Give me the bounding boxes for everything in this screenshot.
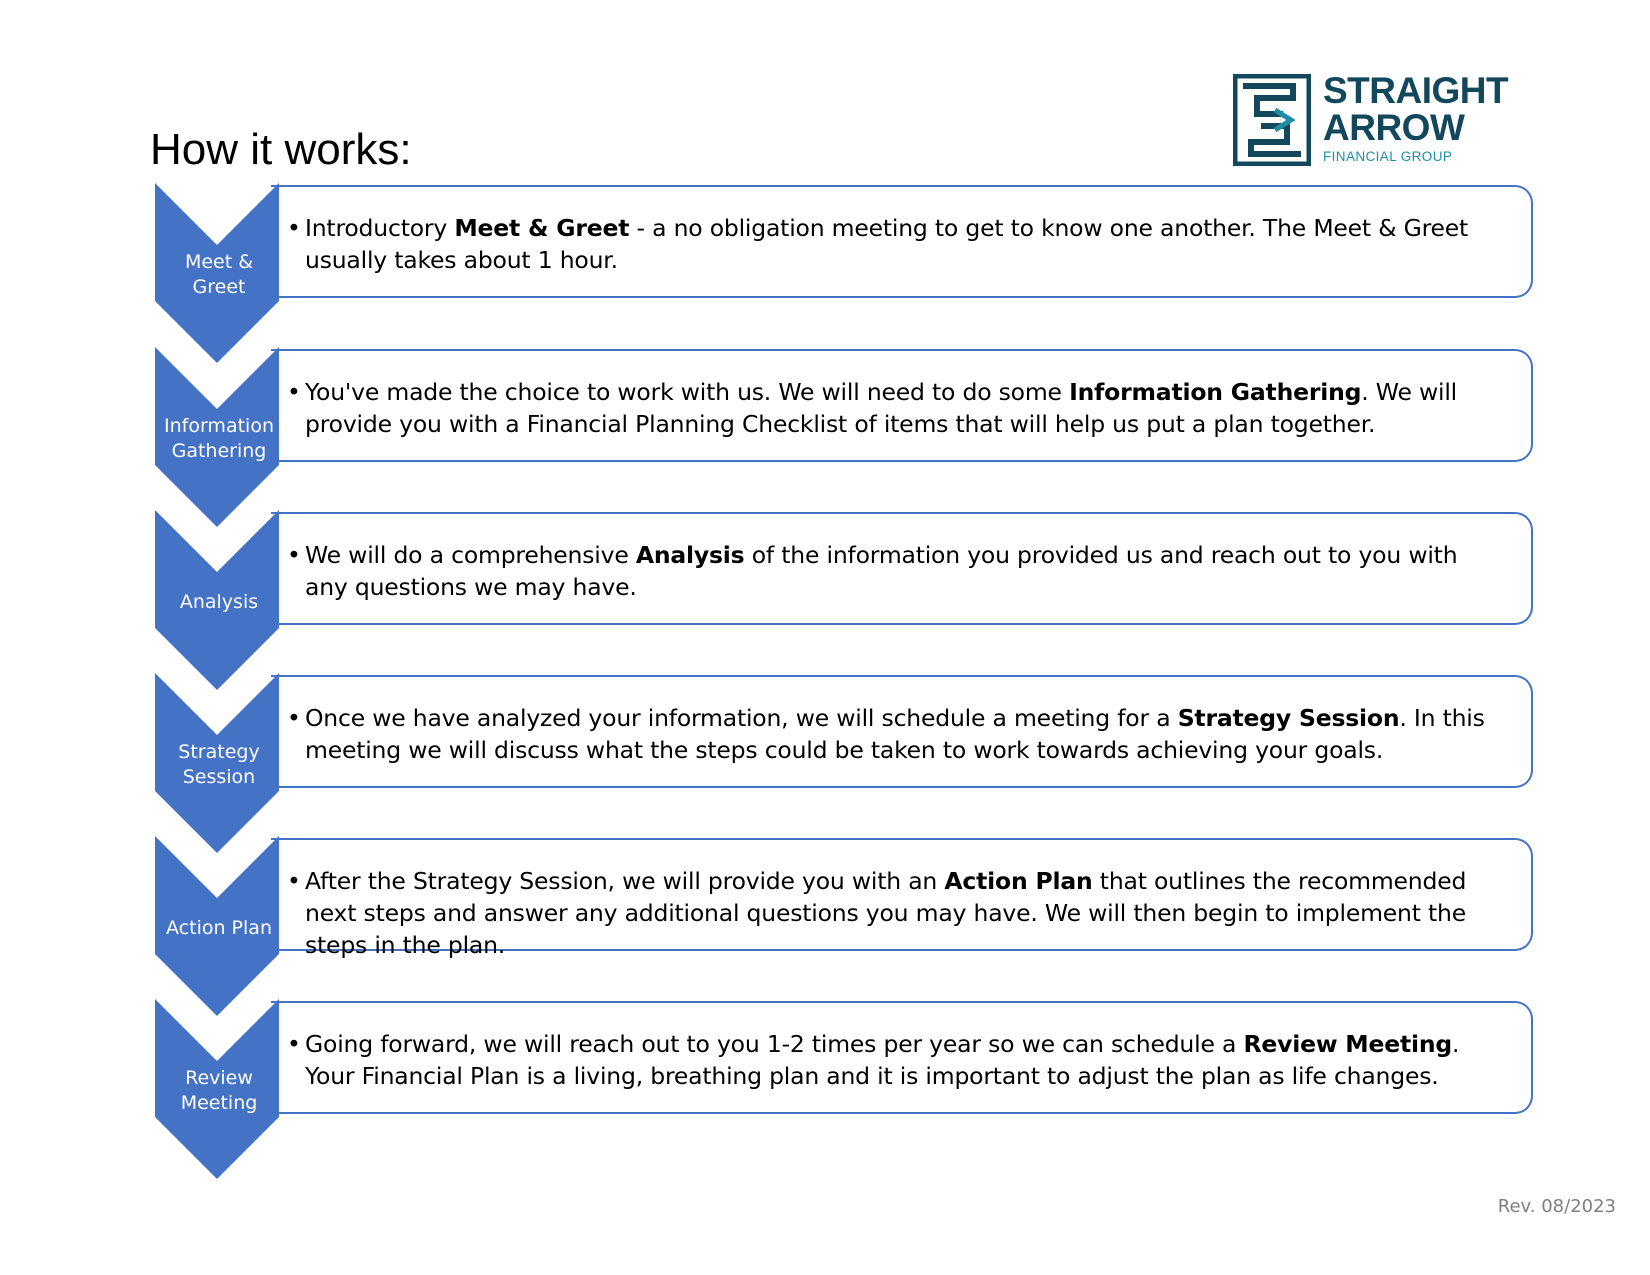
step-text-after: . Your Financial Plan is a living, breathing plan and it is important to adjust the plan as life changes.	[305, 1030, 1460, 1090]
step-meet-greet	[155, 183, 1535, 363]
bullet-icon: •	[287, 867, 301, 895]
step-label-line: Information	[164, 415, 274, 437]
step-label-line: Meet &	[184, 251, 254, 273]
step-description	[287, 702, 1507, 766]
step-strategy-session	[155, 673, 1535, 853]
step-label	[155, 407, 283, 471]
step-chevron	[155, 347, 283, 527]
step-text-before: Once we have analyzed your information, we will schedule a meeting for a	[305, 704, 1178, 732]
step-text-after: . In this meeting we will discuss what the steps could be taken to work towards achieving your goals.	[305, 704, 1485, 764]
step-label	[155, 243, 283, 307]
logo-line-2: ARROW	[1323, 107, 1465, 148]
logo-line-3: FINANCIAL GROUP	[1323, 149, 1453, 164]
step-label-line: Review	[185, 1067, 253, 1089]
bullet-icon: •	[287, 214, 301, 242]
step-keyword: Action Plan	[944, 867, 1093, 895]
step-chevron	[155, 836, 283, 1016]
step-chevron	[155, 183, 283, 363]
step-description-box	[271, 185, 1533, 298]
step-label	[155, 570, 283, 634]
step-analysis	[155, 510, 1535, 690]
step-text-before: Going forward, we will reach out to you 1-2 times per year so we can schedule a	[305, 1030, 1244, 1058]
step-label-line: Greet	[192, 276, 246, 298]
step-chevron	[155, 673, 283, 853]
step-description	[287, 376, 1507, 440]
step-description-box	[271, 675, 1533, 788]
step-label-line: Gathering	[171, 440, 267, 462]
step-label	[155, 733, 283, 797]
step-label-line: Action Plan	[166, 916, 272, 939]
step-description-box	[271, 349, 1533, 462]
step-text-before: Introductory	[305, 214, 455, 242]
step-label-line: Analysis	[179, 590, 259, 613]
step-description-box	[271, 512, 1533, 625]
bullet-icon: •	[287, 378, 301, 406]
step-description	[287, 539, 1507, 603]
step-description-box	[271, 1001, 1533, 1114]
step-label	[155, 896, 283, 960]
revision-date: Rev. 08/2023	[1497, 1196, 1616, 1217]
step-keyword: Review Meeting	[1243, 1030, 1453, 1058]
step-chevron	[155, 510, 283, 690]
step-keyword: Analysis	[635, 541, 745, 569]
bullet-icon: •	[287, 704, 301, 732]
step-description	[287, 865, 1507, 961]
step-label-line: Meeting	[180, 1092, 258, 1114]
step-keyword: Information Gathering	[1069, 378, 1362, 406]
step-action-plan	[155, 836, 1535, 1016]
logo-line-1: STRAIGHT	[1323, 70, 1509, 111]
step-chevron	[155, 999, 283, 1179]
bullet-icon: •	[287, 1030, 301, 1058]
step-text-before: We will do a comprehensive	[305, 541, 636, 569]
step-text-before: After the Strategy Session, we will provide you with an	[305, 867, 945, 895]
step-description-box	[271, 838, 1533, 959]
step-keyword: Strategy Session	[1177, 704, 1400, 732]
step-information-gathering	[155, 347, 1535, 527]
bullet-icon: •	[287, 541, 301, 569]
step-label	[155, 1059, 283, 1123]
step-text-after: . We will provide you with a Financial Planning Checklist of items that will help us put a plan together.	[305, 378, 1457, 438]
step-description	[287, 1028, 1507, 1092]
step-text-after: of the information you provided us and reach out to you with any questions we may have.	[305, 541, 1458, 601]
step-text-after: that outlines the recommended next steps and answer any additional questions you may have. We will then begin to implement the steps in the plan.	[305, 867, 1467, 959]
company-logo	[1233, 72, 1513, 168]
logo-arrow-icon	[1233, 74, 1311, 166]
page-title: How it works:	[150, 125, 412, 174]
step-label-line: Strategy	[178, 741, 260, 763]
step-text-after: - a no obligation meeting to get to know one another. The Meet & Greet usually takes about 1 hour.	[305, 214, 1469, 274]
step-label-line: Session	[182, 766, 256, 788]
step-review-meeting	[155, 999, 1535, 1179]
step-text-before: You've made the choice to work with us. We will need to do some	[305, 378, 1070, 406]
step-keyword: Meet & Greet	[454, 214, 630, 242]
step-description	[287, 212, 1507, 276]
